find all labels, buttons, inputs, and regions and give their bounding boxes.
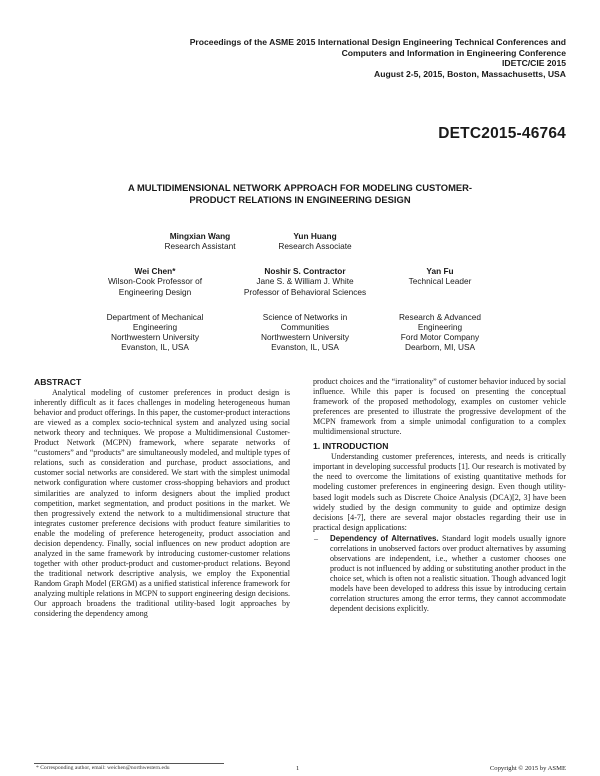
affiliation-line: Department of Mechanical [106,312,204,322]
conference-line: Computers and Information in Engineering Conference [341,47,566,58]
affiliation-block [380,312,500,352]
copyright: Copyright © 2015 by ASME [489,765,566,772]
title-line: A MULTIDIMENSIONAL NETWORK APPROACH FOR MODELING CUSTOMER- [127,182,473,193]
bullet-marker: – [314,533,319,543]
author-name: Wei Chen* [134,266,176,276]
left-column [34,377,290,619]
paper-title [60,182,540,206]
affiliation-line: Science of Networks in [262,312,348,322]
affiliation-line: Evanston, IL, USA [271,342,339,352]
author-block [220,266,390,297]
abstract-text: Analytical modeling of customer preferences in product design is inherently difficult as it faces challenges in modeling heterogeneous human behavior and product offerings. In this paper, the customer-product interactions are viewed as a complex socio-technical system and analyzed using social network theory and techniques. We propose a Multidimensional Customer-Product Network (MCPN) framework, where separate networks of “customers” and “products” are simultaneously modeled, and multiple types of relations, such as consideration and purchase, product associations, and customer social networks are considered. We start with the simplest unimodal network configuration where customer cross-shopping behaviors and product similarities are analyzed to inform designers about the implied product competition, market segmentation, and product positions in the market. We then progressively extend the network to a multidimensional structure that integrates customer preference decisions with product feature similarities to enable the modeling of preference heterogeneity, product association and decision dependency. Finally, social influences on new product adoption are analyzed in the same framework by introducing customer-customer relations together with other product-product and customer-product relations. Beyond the traditional network descriptive analysis, we employ the Exponential Random Graph Model (ERGM) as a unified statistical inference framework for analyzing multiple relations in MCPN to support engineering design decisions. Our approach broadens the traditional utility-based logit approaches by considering the dependency among [34,388,290,619]
author-role: Jane S. & William J. White [256,276,354,287]
abstract-heading: ABSTRACT [34,377,82,387]
author-role: Technical Leader [408,276,472,287]
author-name: Yun Huang [293,231,337,241]
paper-id: DETC2015-46764 [438,125,566,142]
author-name: Mingxian Wang [169,231,231,241]
author-role: Professor of Behavioral Sciences [243,286,367,297]
footnote-rule [34,763,224,764]
page-number: 1 [296,765,300,772]
affiliation-line: Research & Advanced [398,312,482,322]
affiliation-line: Ford Motor Company [400,332,480,342]
author-block [380,266,500,287]
author-block [245,231,385,252]
bullet-lead: Dependency of Alternatives. [330,533,439,543]
right-column [313,377,566,614]
author-role: Research Associate [278,241,352,252]
abstract-continuation: product choices and the “irrationality” of customer behavior induced by social influence. While this paper is focused on presenting the conceptual framework of the proposed methodology, examples on customer vehicle preferences are presented to illustrate the progressive development of the MCPN framework from a simple unimodal configuration to a complex multidimensional structure. [313,377,566,437]
author-name: Yan Fu [426,266,454,276]
affiliation-line: Evanston, IL, USA [121,342,189,352]
title-line: PRODUCT RELATIONS IN ENGINEERING DESIGN [189,194,411,205]
bullet-item [313,534,566,614]
affiliation-block [230,312,380,352]
affiliation-line: Communities [280,322,330,332]
conference-line: August 2-5, 2015, Boston, Massachusetts, USA [374,68,566,79]
introduction-heading: 1. INTRODUCTION [313,441,389,452]
author-name: Noshir S. Contractor [264,266,346,276]
introduction-text: Understanding customer preferences, interests, and needs is critically important in developing successful products [1]. Our research is motivated by the need to overcome the limitations of existing quantitative methods for modeling customer preferences in engineering design. Even though utility-based logit models such as Discrete Choice Analysis (DCA)[2, 3] have been widely studied by the design community to guide and optimize design decisions [4-7], there are several major obstacles regarding their use in practical design applications: [313,452,566,532]
affiliation-line: Engineering [132,322,178,332]
conference-line: Proceedings of the ASME 2015 International Design Engineering Technical Conferences and [189,37,566,47]
affiliation-line: Engineering [417,322,463,332]
author-role: Engineering Design [118,286,192,297]
affiliation-block [80,312,230,352]
bullet-text: Standard logit models usually ignore correlations in unobserved factors over product alternatives by assuming observations are independent, i.e., whether a customer chooses one product is not influenced by adding or substituting another product in the choice set, which is often not a realistic situation. Though advanced logit models have been developed to address this issue by introducing certain correlation structures among the error terms, they cannot accommodate dependent decisions explicitly. [330,533,567,614]
conference-header [46,37,566,79]
affiliation-line: Northwestern University [110,332,200,342]
affiliation-line: Northwestern University [260,332,350,342]
affiliation-line: Dearborn, MI, USA [404,342,476,352]
footnote: * Corresponding author, email: weichen@northwestern.edu [36,765,170,771]
author-role: Wilson-Cook Professor of [107,276,203,287]
author-role: Research Assistant [164,241,236,252]
author-block [80,266,230,297]
conference-line: IDETC/CIE 2015 [502,58,566,69]
